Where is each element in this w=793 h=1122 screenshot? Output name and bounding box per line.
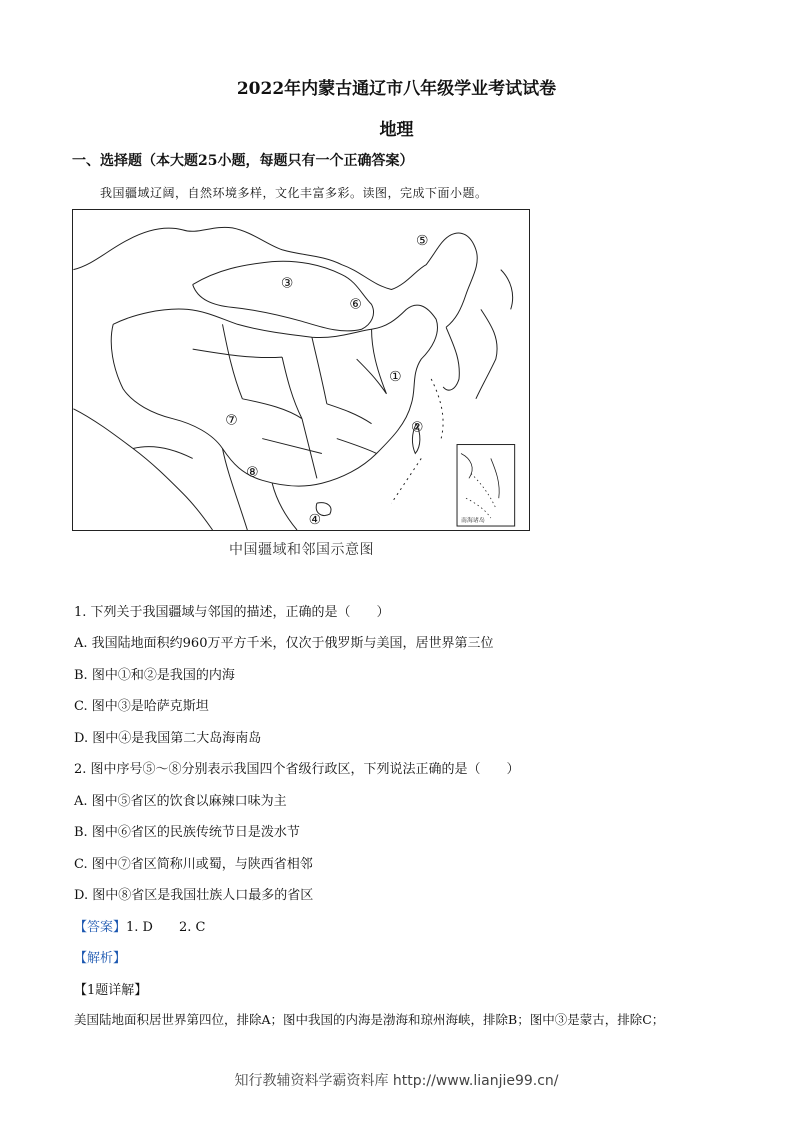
marker-4: ④ [308, 512, 322, 529]
map-border-mongolia [193, 261, 374, 331]
marker-5: ⑤ [416, 232, 429, 249]
question-2-option-c: C. 图中⑦省区简称川或蜀，与陕西省相邻 [74, 857, 313, 872]
question-2-option-d: D. 图中⑧省区是我国壮族人口最多的省区 [74, 888, 314, 903]
subject-heading: 地理 [379, 120, 414, 140]
footer-watermark: 知行教辅资料学霸资料库 http://www.lianjie99.cn/ [234, 1073, 559, 1089]
map-drawing [73, 210, 529, 530]
question-1-option-d: D. 图中④是我国第二大岛海南岛 [74, 731, 262, 746]
marker-6: ⑥ [349, 296, 362, 313]
question-2-stem: 2. 图中序号⑤～⑧分别表示我国四个省级行政区，下列说法正确的是（ ） [74, 762, 520, 777]
map-province-lines [193, 324, 387, 481]
answer-text: 1. D 2. C [126, 920, 206, 935]
map-caption: 中国疆域和邻国示意图 [229, 542, 374, 558]
analysis-text: 美国陆地面积居世界第四位，排除A；图中我国的内海是渤海和琼州海峡，排除B；图中③是蒙古，排除C； [74, 1012, 665, 1027]
question-1-option-b: B. 图中①和②是我国的内海 [74, 668, 235, 683]
analysis-sub-heading: 【1题详解】 [74, 983, 148, 998]
answer-line [74, 916, 205, 935]
question-intro: 我国疆域辽阔，自然环境多样，文化丰富多彩。读图，完成下面小题。 [100, 186, 488, 200]
question-1-option-a: A. 我国陆地面积约960万平方千米，仅次于俄罗斯与美国，居世界第三位 [74, 636, 494, 651]
map-border-china [111, 305, 437, 486]
question-2-option-a: A. 图中⑤省区的饮食以麻辣口味为主 [74, 794, 287, 809]
question-1-option-c: C. 图中③是哈萨克斯坦 [74, 699, 209, 714]
marker-3: ③ [280, 275, 294, 292]
answer-tag: 【答案】 [74, 920, 127, 935]
question-1-stem: 1. 下列关于我国疆域与邻国的描述，正确的是（ ） [74, 605, 390, 620]
marker-1: ① [389, 368, 402, 385]
marker-2: ② [411, 419, 424, 436]
map-border-southwest [73, 409, 297, 530]
map-korea-japan [443, 270, 513, 399]
marker-7: ⑦ [225, 412, 238, 429]
section-heading: 一、选择题（本大题25小题，每题只有一个正确答案） [72, 153, 414, 169]
inset-label: 南海诸岛 [461, 517, 485, 525]
document-title: 2022年内蒙古通辽市八年级学业考试试卷 [236, 79, 557, 99]
marker-8: ⑧ [246, 464, 259, 481]
question-2-option-b: B. 图中⑥省区的民族传统节日是泼水节 [74, 825, 300, 840]
analysis-tag: 【解析】 [74, 951, 127, 966]
map-coast-dots [391, 379, 443, 503]
china-map-figure [72, 209, 530, 531]
